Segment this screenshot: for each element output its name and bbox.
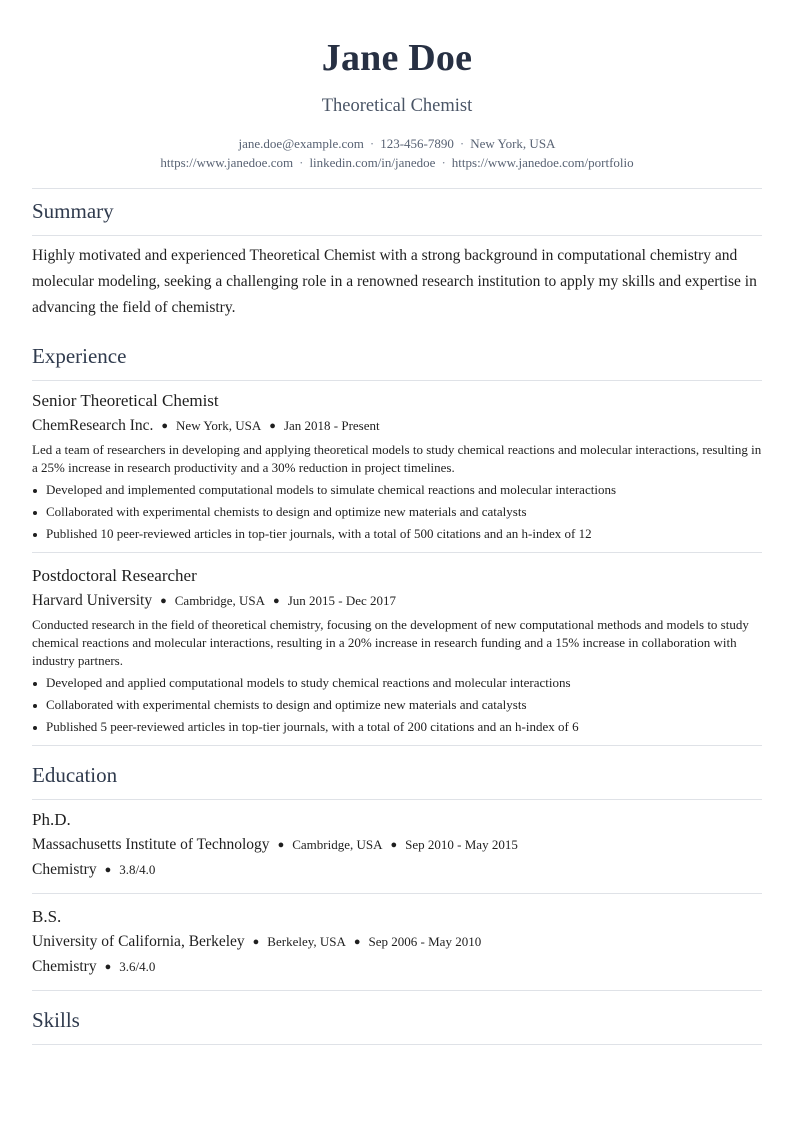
- separator: ·: [459, 136, 465, 151]
- contact-line-primary: [32, 134, 762, 153]
- separator: ·: [369, 136, 375, 151]
- contact-line-links: [32, 153, 762, 172]
- section-title-skills: Skills: [32, 1008, 80, 1032]
- job-location: Cambridge, USA: [174, 593, 266, 608]
- job-meta: [32, 417, 762, 436]
- section-title-summary: Summary: [32, 199, 114, 223]
- list-item: Collaborated with experimental chemists to design and optimize new materials and catalysts: [32, 696, 762, 714]
- bullet-dot: ●: [273, 595, 280, 607]
- degree-title: B.S.: [32, 907, 62, 926]
- study-field-row: [32, 861, 762, 880]
- study-field-row: [32, 958, 762, 977]
- school-dates: Sep 2006 - May 2010: [368, 934, 482, 949]
- bullet-dot: ●: [161, 420, 169, 432]
- study-field: Chemistry: [32, 958, 97, 975]
- list-item: Published 5 peer-reviewed articles in top-tier journals, with a total of 200 citations and an h-index of 6: [32, 718, 762, 736]
- separator: ·: [299, 155, 304, 170]
- list-item: Published 10 peer-reviewed articles in top-tier journals, with a total of 500 citations and an h-index of 12: [32, 525, 762, 543]
- job-title: Postdoctoral Researcher: [32, 566, 197, 585]
- divider: [32, 990, 762, 991]
- contact-location: New York, USA: [470, 136, 556, 151]
- job-highlights: [32, 481, 762, 543]
- section-title-education: Education: [32, 763, 118, 787]
- phone-number[interactable]: 123-456-7890: [380, 136, 454, 151]
- list-item: Developed and applied computational models to study chemical reactions and molecular interactions: [32, 674, 762, 692]
- study-field: Chemistry: [32, 861, 97, 878]
- bullet-dot: ●: [160, 595, 167, 607]
- bullet-dot: ●: [277, 839, 285, 851]
- skills-section: [32, 998, 762, 1045]
- job-meta: [32, 592, 762, 611]
- job-location: New York, USA: [176, 418, 262, 433]
- job-dates: Jan 2018 - Present: [283, 418, 380, 433]
- portfolio-link[interactable]: https://www.janedoe.com/portfolio: [451, 155, 634, 170]
- school-location: Cambridge, USA: [292, 837, 383, 852]
- bullet-dot: ●: [104, 864, 112, 876]
- school-name: Massachusetts Institute of Technology: [32, 836, 270, 853]
- experience-entry: [32, 381, 762, 553]
- summary-section: [32, 189, 762, 321]
- experience-section: [32, 334, 762, 746]
- job-description: Led a team of researchers in developing and applying theoretical models to study chemical reactions and molecular interactions, resulting in a 25% increase in research productivity and a 30% reduction in project timelines.: [32, 442, 762, 475]
- company-name: Harvard University: [32, 592, 153, 609]
- summary-text: Highly motivated and experienced Theoretical Chemist with a strong background in computational chemistry and molecular modeling, seeking a challenging role in a renowned research institution to apply my skills and expertise in advancing the field of chemistry.: [32, 247, 757, 316]
- school-dates: Sep 2010 - May 2015: [405, 837, 518, 852]
- email-link[interactable]: jane.doe@example.com: [238, 136, 364, 151]
- school-meta: [32, 933, 762, 952]
- bullet-dot: ●: [390, 839, 398, 851]
- school-location: Berkeley, USA: [267, 934, 346, 949]
- resume-header: [32, 0, 762, 172]
- list-item: Developed and implemented computational models to simulate chemical reactions and molecular interactions: [32, 481, 762, 499]
- job-title: Senior Theoretical Chemist: [32, 391, 219, 410]
- divider: [32, 745, 762, 746]
- section-title-experience: Experience: [32, 344, 127, 368]
- gpa: 3.6/4.0: [119, 959, 156, 974]
- bullet-dot: ●: [353, 936, 361, 948]
- candidate-role: Theoretical Chemist: [321, 96, 473, 116]
- education-section: [32, 753, 762, 991]
- separator: ·: [441, 155, 446, 170]
- job-description: Conducted research in the field of theoretical chemistry, focusing on the development of new computational methods and models to study chemical reactions and molecular interactions, resulting in a 20% increase in research funding and a 15% increase in collaboration with industry partners.: [32, 617, 749, 668]
- school-name: University of California, Berkeley: [32, 933, 245, 950]
- degree-title: Ph.D.: [32, 810, 71, 829]
- divider: [32, 1044, 762, 1045]
- school-meta: [32, 836, 762, 855]
- bullet-dot: ●: [252, 936, 260, 948]
- job-highlights: [32, 674, 762, 736]
- job-dates: Jun 2015 - Dec 2017: [287, 593, 397, 608]
- gpa: 3.8/4.0: [119, 862, 156, 877]
- bullet-dot: ●: [269, 420, 276, 432]
- bullet-dot: ●: [104, 961, 112, 973]
- divider: [32, 235, 762, 236]
- experience-entry: [32, 553, 762, 746]
- education-entry: [32, 894, 762, 991]
- company-name: ChemResearch Inc.: [32, 417, 154, 434]
- candidate-name: Jane Doe: [321, 37, 473, 79]
- linkedin-link[interactable]: linkedin.com/in/janedoe: [309, 155, 436, 170]
- education-entry: [32, 800, 762, 894]
- list-item: Collaborated with experimental chemists to design and optimize new materials and catalysts: [32, 503, 762, 521]
- website-link[interactable]: https://www.janedoe.com: [160, 155, 294, 170]
